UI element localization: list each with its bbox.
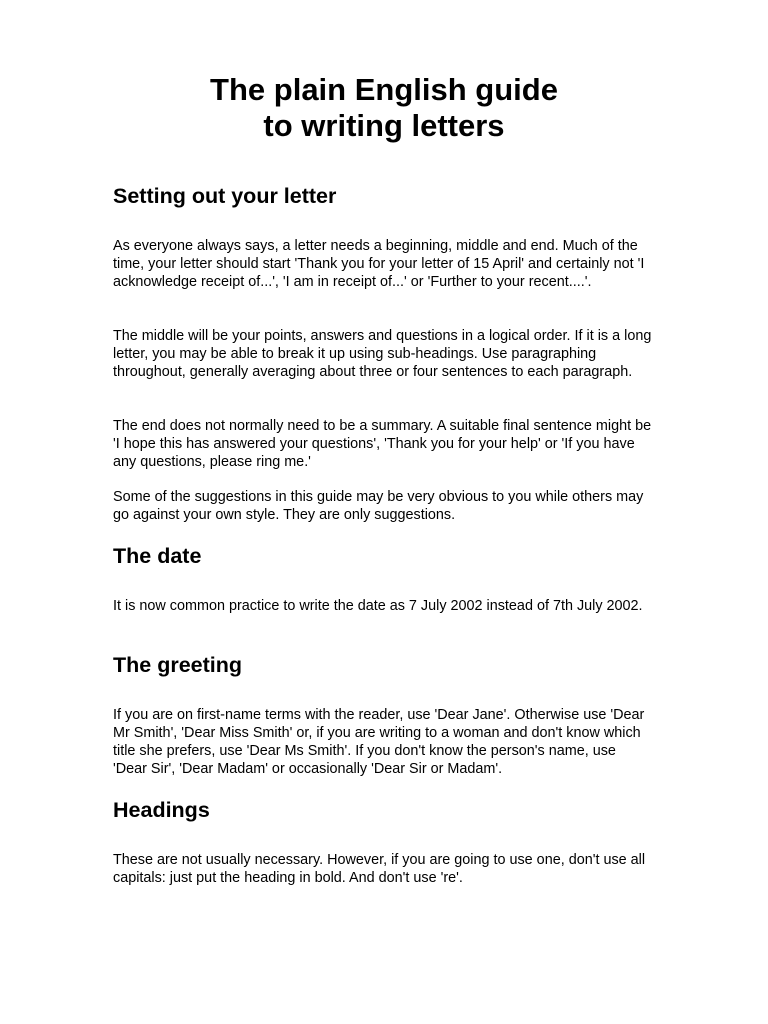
paragraph-beginning: As everyone always says, a letter needs a beginning, middle and end. Much of the time, your letter should start 'Thank you for your letter of 15 April' and certainly not 'I acknowledge receipt of...', 'I am in receipt of...' or 'Further to your recent....'.	[113, 238, 645, 290]
section-heading-greeting: The greeting	[113, 653, 243, 677]
paragraph-date: It is now common practice to write the date as 7 July 2002 instead of 7th July 2002.	[113, 598, 643, 614]
document-title-line-1: The plain English guide	[210, 72, 558, 107]
section-heading-headings: Headings	[113, 798, 210, 822]
paragraph-greeting: If you are on first-name terms with the reader, use 'Dear Jane'. Otherwise use 'Dear Mr Smith', 'Dear Miss Smith' or, if you are writing to a woman and don't know which title she prefers, use 'Dear Ms Smith'. If you don't know the person's name, use 'Dear Sir', 'Dear Madam' or occasionally 'Dear Sir or Madam'.	[113, 707, 645, 777]
document-title-line-2: to writing letters	[263, 108, 505, 143]
paragraph-middle: The middle will be your points, answers and questions in a logical order. If it is a long letter, you may be able to break it up using sub-headings. Use paragraphing throughout, generally averaging about three or four sentences to each paragraph.	[113, 328, 652, 380]
section-heading-setting-out: Setting out your letter	[113, 184, 337, 208]
section-heading-date: The date	[113, 544, 202, 568]
paragraph-headings: These are not usually necessary. However, if you are going to use one, don't use all capitals: just put the heading in bold. And don't use 're'.	[113, 852, 646, 886]
paragraph-suggestions: Some of the suggestions in this guide may be very obvious to you while others may go against your own style. They are only suggestions.	[113, 489, 644, 523]
paragraph-end: The end does not normally need to be a summary. A suitable final sentence might be 'I hope this has answered your questions', 'Thank you for your help' or 'If you have any questions, please ring me.'	[113, 418, 652, 470]
